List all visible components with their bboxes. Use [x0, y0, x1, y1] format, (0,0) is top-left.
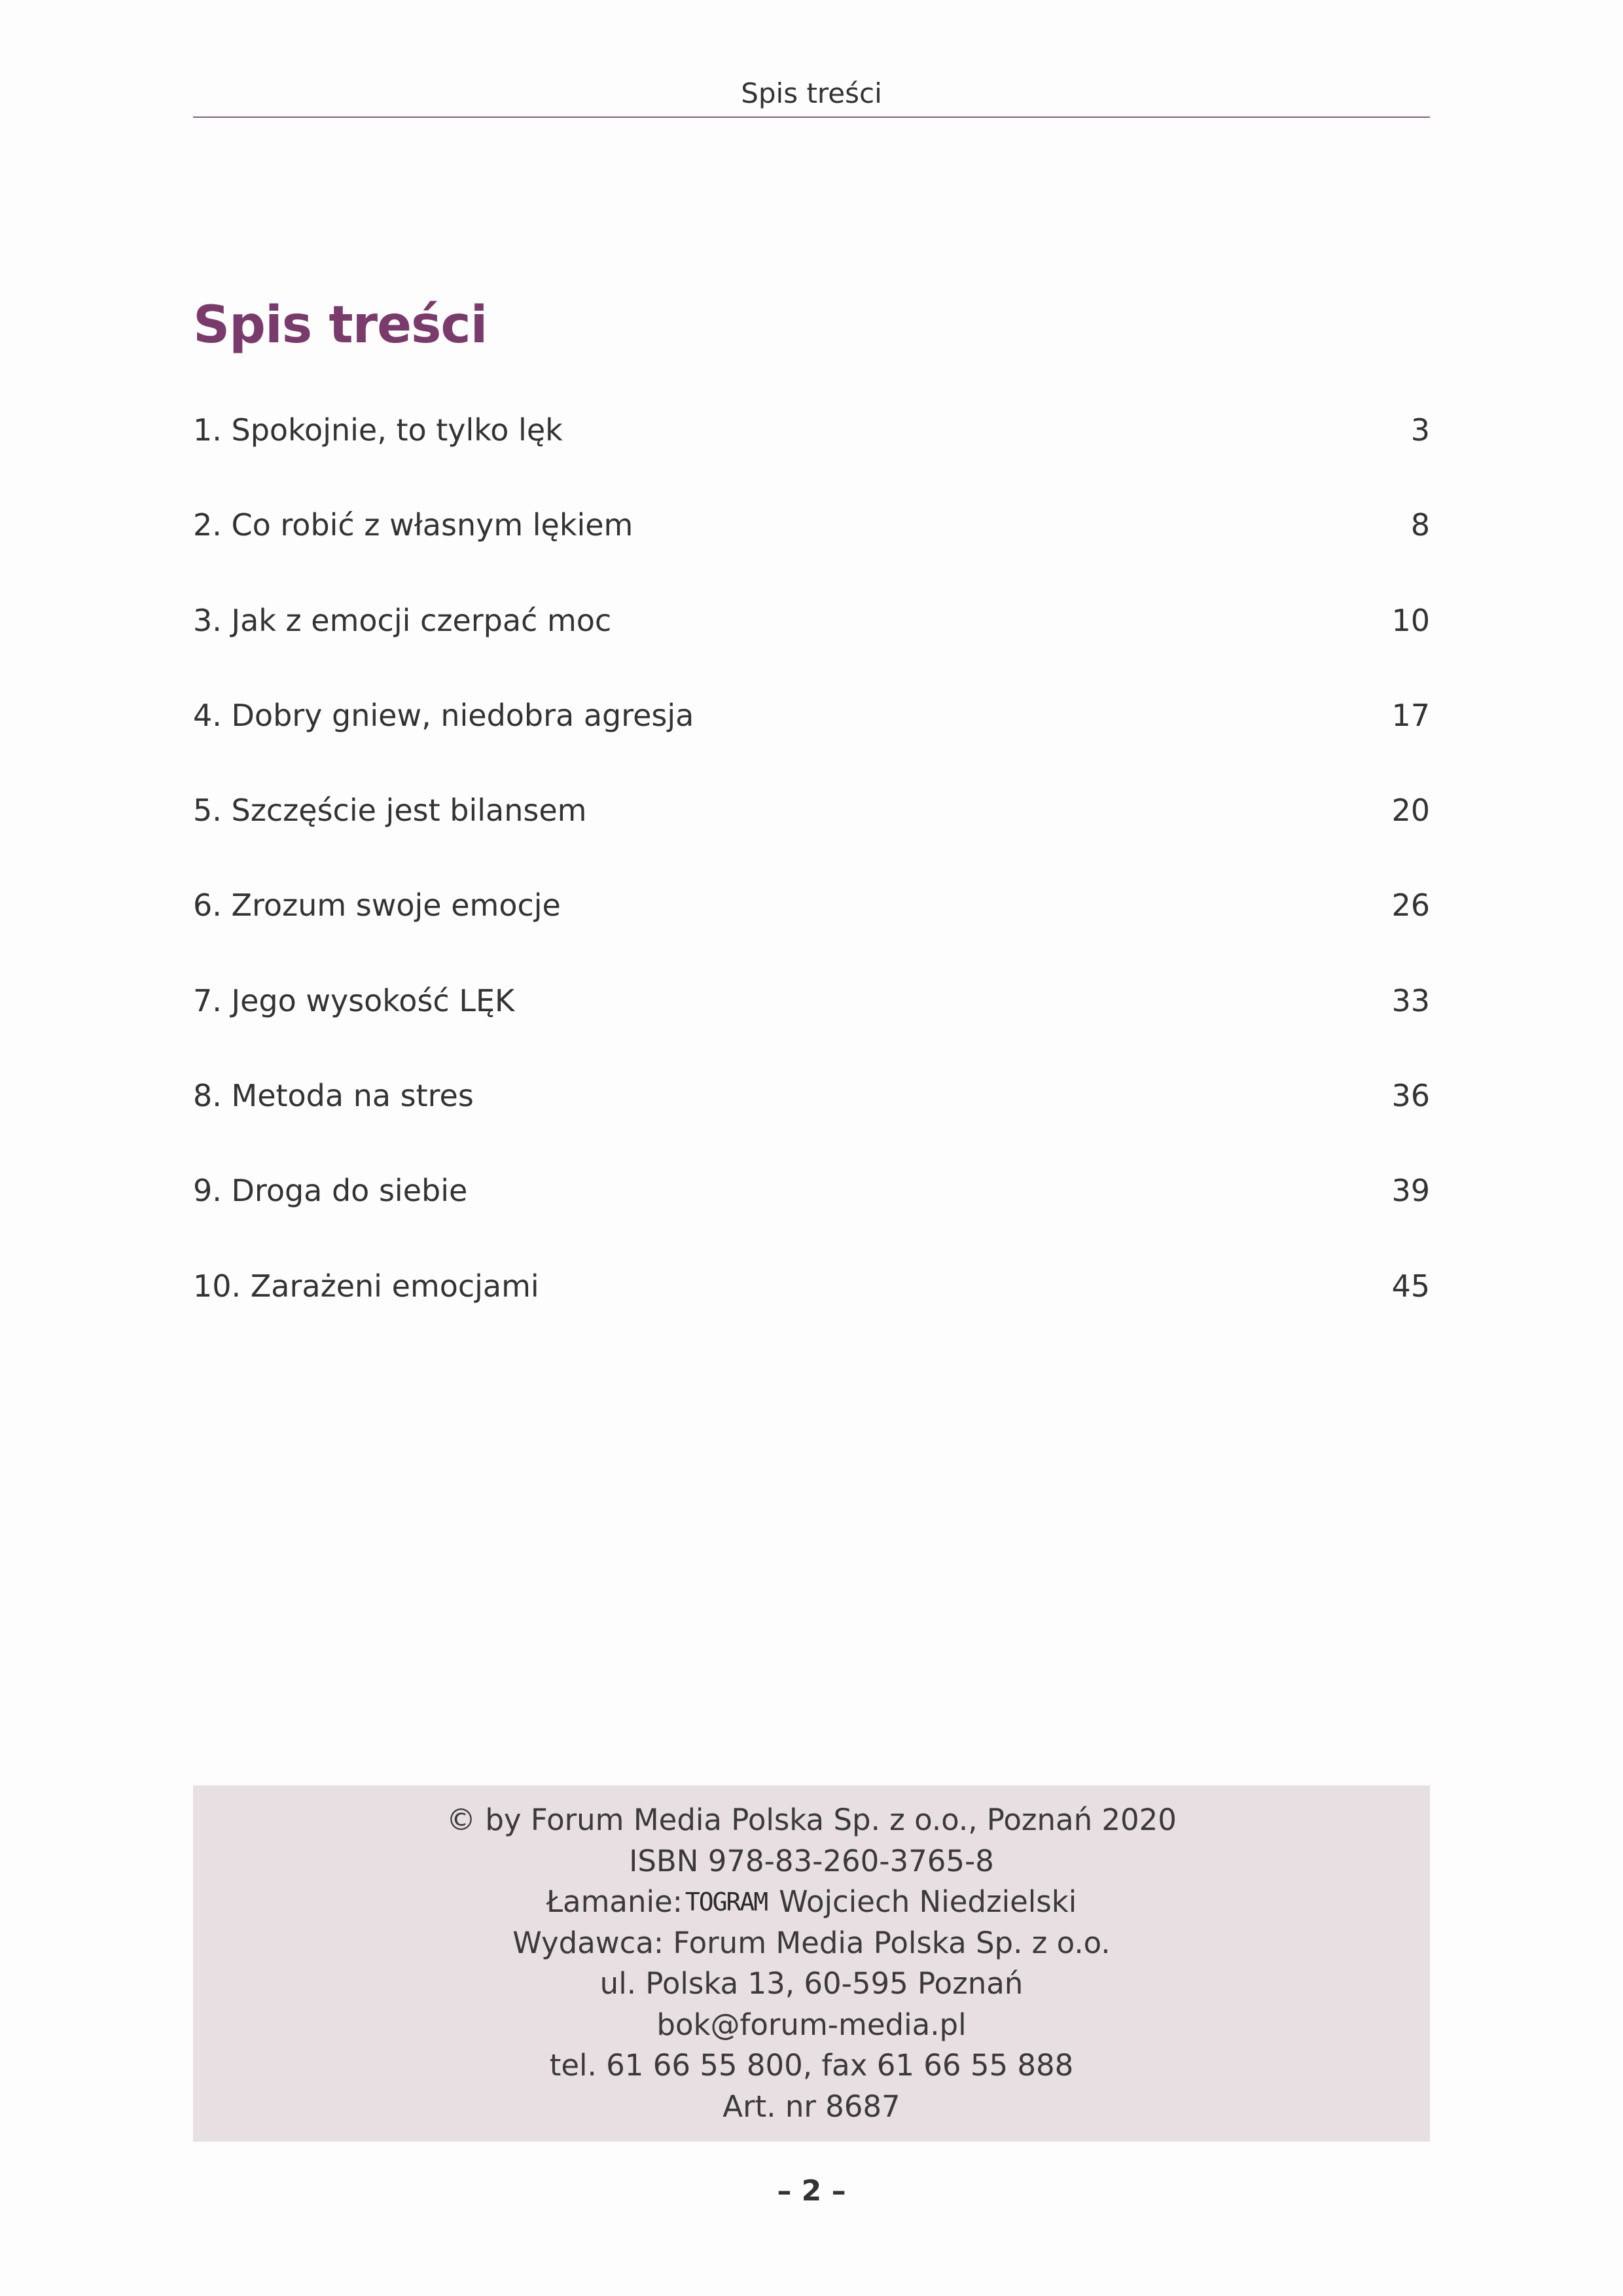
layout-line	[193, 1882, 1430, 1923]
isbn-line: ISBN 978-83-260-3765-8	[629, 1843, 994, 1878]
toc-entry[interactable]	[193, 881, 1430, 976]
toc-entry[interactable]	[193, 1262, 1430, 1357]
toc-entry-label: 1. Spokojnie, to tylko lęk	[193, 412, 563, 448]
toc-list	[193, 406, 1430, 1357]
toc-entry-page: 8	[1410, 507, 1430, 543]
toc-entry[interactable]	[193, 977, 1430, 1071]
toc-entry-page: 10	[1391, 602, 1430, 638]
toc-entry-label: 6. Zrozum swoje emocje	[193, 888, 561, 924]
toc-entry-page: 3	[1410, 412, 1430, 448]
email-line: bok@forum-media.pl	[656, 2007, 967, 2042]
toc-entry[interactable]	[193, 596, 1430, 691]
toc-entry[interactable]	[193, 786, 1430, 881]
running-header: Spis treści	[741, 77, 882, 109]
toc-entry-label: 10. Zarażeni emocjami	[193, 1268, 539, 1304]
toc-entry-page: 45	[1391, 1268, 1430, 1304]
colophon-box	[193, 1785, 1430, 2142]
header-rule	[193, 117, 1430, 118]
toc-entry-label: 9. Droga do siebie	[193, 1173, 468, 1209]
toc-entry-page: 33	[1391, 982, 1430, 1018]
toc-entry-page: 17	[1391, 697, 1430, 733]
toc-entry-page: 26	[1391, 888, 1430, 924]
toc-entry[interactable]	[193, 691, 1430, 786]
togram-logo: TOGRAM	[685, 1888, 768, 1916]
toc-entry[interactable]	[193, 1071, 1430, 1166]
toc-entry-label: 5. Szczęście jest bilansem	[193, 793, 587, 829]
layout-label: Łamanie:	[546, 1884, 683, 1919]
article-line: Art. nr 8687	[722, 2089, 901, 2124]
toc-entry[interactable]	[193, 406, 1430, 501]
address-line: ul. Polska 13, 60-595 Poznań	[599, 1966, 1024, 2001]
toc-title: Spis treści	[193, 296, 488, 355]
toc-entry[interactable]	[193, 1166, 1430, 1261]
toc-entry-page: 39	[1391, 1173, 1430, 1209]
toc-entry-label: 3. Jak z emocji czerpać moc	[193, 602, 612, 638]
layout-person: Wojciech Niedzielski	[779, 1884, 1077, 1919]
toc-entry-label: 2. Co robić z własnym lękiem	[193, 507, 633, 543]
toc-entry-label: 4. Dobry gniew, niedobra agresja	[193, 697, 694, 733]
copyright-line: © by Forum Media Polska Sp. z o.o., Poznań 2020	[446, 1803, 1177, 1837]
toc-entry[interactable]	[193, 501, 1430, 596]
toc-entry-label: 8. Metoda na stres	[193, 1078, 474, 1114]
phone-line: tel. 61 66 55 800, fax 61 66 55 888	[549, 2048, 1074, 2083]
publisher-line: Wydawca: Forum Media Polska Sp. z o.o.	[512, 1925, 1111, 1960]
page-number: – 2 –	[777, 2174, 846, 2208]
toc-entry-page: 20	[1391, 793, 1430, 829]
toc-entry-label: 7. Jego wysokość LĘK	[193, 982, 515, 1018]
toc-entry-page: 36	[1391, 1078, 1430, 1114]
